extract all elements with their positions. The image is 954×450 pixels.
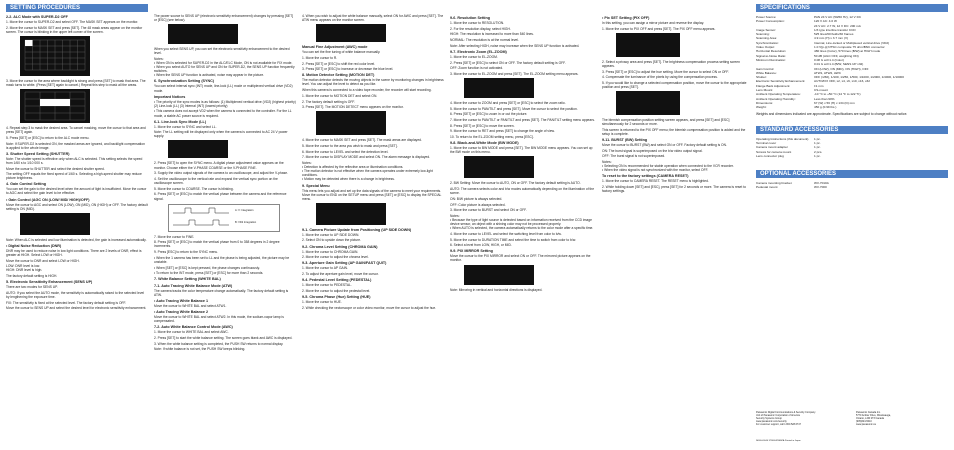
- row-label: Shutter:: [756, 75, 767, 80]
- paragraph: 8. Press [SET] or [ESC] to match the vertical phase from 0 to 358 degrees in 2 degree increments.: [154, 240, 280, 249]
- column-3: [302, 14, 444, 311]
- paragraph: 3. Press [SET] or [ESC] to adjust the hue setting. Move the cursor to select ON or OFF.: [602, 69, 729, 74]
- row-label: Operating Instructions (this document): [756, 136, 809, 141]
- paragraph: 5. If you would like to change a selected compensation position, move the cursor to the appropriate position and press [SET].: [602, 80, 747, 90]
- paragraph: The factory default setting is HIGH.: [6, 274, 58, 279]
- row-value: WV-7010A: [814, 181, 829, 186]
- section-title: 8. Motion Detector Setting (MOTION DET): [302, 73, 375, 78]
- paragraph: 5. Move the cursor to PAN/TILT and press [SET]. Move the cursor to select the position.: [450, 106, 578, 111]
- section-title: 3. Shutter Speed Setting (SHUTTER): [6, 151, 70, 156]
- footer-print-code: N0504-3044 3TR004296BZA Printed in Japan: [756, 440, 801, 442]
- waveform-diagram: [168, 204, 280, 232]
- paragraph: Move the cursor to BURST (BW) and select ON or OFF. Factory default setting is ON.: [602, 143, 727, 148]
- table-row: [756, 105, 948, 109]
- paragraph: OFF: The burst signal is not superimposed.: [602, 154, 666, 159]
- row-value: ON (LOW), ON (MID), ON (HIGH), OFF: [814, 66, 869, 71]
- row-label: Gain Control:: [756, 66, 775, 71]
- row-value: 450 g (0.99 lbs.): [814, 105, 837, 110]
- row-value: 2 pcs.: [814, 149, 823, 154]
- paragraph: 3. Move the cursor to EL-ZOOM and press [SET]. The EL-ZOOM setting menu appears.: [450, 71, 579, 76]
- standard-accessories-header: STANDARD ACCESSORIES: [756, 126, 948, 134]
- section-title: 6-1. Line-lock Sync Mode (LL): [154, 119, 207, 124]
- mask-grid-screen: [20, 36, 90, 76]
- row-label: Flange Back Adjustment:: [756, 83, 791, 88]
- section-title: • Pix SET Setting (PIX OFF): [602, 16, 650, 20]
- paragraph: 5. Move the cursor to the area you wish to mask and press [SET].: [302, 143, 398, 148]
- sync-screen: [168, 140, 228, 158]
- mask-grid-icon: [20, 89, 90, 123]
- paragraph: 3. Press [SET]. The MOTION DETECT menu appears on the monitor.: [302, 105, 404, 110]
- paragraph: 1. Move the cursor to HUE.: [302, 299, 342, 304]
- paragraph: • When [SET] or [ESC] is kept pressed, the phase changes continuously.: [154, 265, 260, 270]
- spec-table: [756, 15, 948, 110]
- paragraph: • To return to the INT mode, press [SET] or [ESC] for more than 2 seconds.: [154, 271, 264, 276]
- paragraph: 4. Move the cursor to ZOOM and press [SET] or [ESC] to select the zoom ratio.: [450, 101, 566, 105]
- motion-detect-screen: [316, 111, 386, 135]
- paragraph: 3. Move the cursor to the area where backlight is strong and press [SET] to mask that area. The mask turns to white. (Press [SET] again to cancel.) Repeat this step to mask all the areas.: [6, 78, 146, 87]
- row-label: Horizontal Resolution:: [756, 49, 787, 54]
- note: Notes: • Detection is affected by the reflective area or illumination conditions. • The motion detector is not effective when the camera operates under extremely low-light conditions. • Motion may be detected when there is a change in brightness.: [302, 161, 433, 182]
- row-label: Signal-to-Noise Ratio:: [756, 53, 787, 58]
- paragraph: 4. Move the cursor to LEVEL and select the switching level from color to b/w.: [450, 231, 562, 236]
- note: Notes: • Selecting ON is recommended for stable operation when connected to the VCR recorder. • When the video signal is not synchronized with the monitor, select OFF.: [602, 160, 734, 173]
- paragraph: 2. Press [SET] or [ESC] to select ON or OFF. The factory default setting is OFF.: [450, 60, 566, 65]
- paragraph: 5. Move the cursor to DURATION TIME and select the time to switch from color to b/w.: [450, 237, 576, 242]
- paragraph: OFF: Color picture is always selected.: [450, 202, 506, 207]
- pix-mirror-screen: [464, 265, 534, 285]
- paragraph: NORMAL: The resolution is at the normal level.: [450, 38, 519, 43]
- section-title: 7-1. Auto Tracing White Balance Mode (ATW): [154, 283, 233, 288]
- blemish-screen: [616, 91, 680, 115]
- paragraph: Move the cursor to SENS UP and select the desired level for electronic sensitivity enhancement.: [6, 306, 147, 311]
- column-6: [756, 4, 948, 190]
- paragraph: Move the cursor to WHITE BAL and select ATW1.: [154, 304, 227, 308]
- paragraph: 1. Move the cursor to PEDESTAL.: [302, 283, 352, 288]
- paragraph: 1. Move the cursor to AP GAIN.: [302, 266, 348, 271]
- row-label: Electronic Sensitivity Enhancement:: [756, 79, 806, 84]
- paragraph: 4. Set the oscilloscope to the vertical rate and expand the vertical sync portion on the oscilloscope screen.: [154, 176, 278, 186]
- special-menu-screen: [316, 203, 386, 225]
- row-value: -10 °C to +50 °C (14 °F to 122 °F): [814, 92, 861, 97]
- paragraph: 2. Move the cursor to adjust the pedestal level.: [302, 288, 371, 293]
- paragraph: Note: The LL setting will be displayed only when the camera is connected to AC 24 V power supply.: [154, 130, 288, 139]
- footer-company-canada: Panasonic Canada Inc. 5770 Ambler Drive, Mississauga, Ontario, L4W 2T3 Canada (905)624-5010 www.panasonic.ca: [856, 411, 891, 426]
- paragraph: The motion detector detects the moving objects in the scene by monitoring changes in brightness level. You can adjust the level to detect as you like.: [302, 78, 444, 87]
- row-value: Internal, Line-locked or Multiplexed vertical drive (VD2): [814, 40, 890, 45]
- note: Note: If white balance is not set, the PUSH SW keeps blinking.: [154, 347, 246, 352]
- row-label: Scanning:: [756, 32, 770, 37]
- table-row: [756, 185, 948, 189]
- optional-accessories-header: OPTIONAL ACCESSORIES: [756, 170, 948, 178]
- row-value: 1 pc.: [814, 136, 821, 141]
- row-value: PAN 24 V AC (50/60 Hz), 12 V DC: [814, 15, 862, 19]
- table-row: [756, 19, 948, 28]
- paragraph: 1. Move the cursor to WHITE BAL and select AWC.: [154, 330, 229, 335]
- paragraph: 5. Move the cursor to COARSE. The cursor is blinking.: [154, 186, 234, 191]
- paragraph: 1. Move the cursor to UP SIDE DOWN.: [302, 232, 360, 237]
- label-b: B: VD2 Integration: [235, 220, 257, 224]
- row-label: Camera mount adapter: [756, 145, 788, 150]
- paragraph: 6. Move the cursor to LEVEL and select the detection level.: [302, 149, 389, 154]
- section-title: • Digital Noise Reduction (DNR): [6, 243, 62, 248]
- paragraph: 10. To return to the EL-ZOOM setting menu, press [ESC].: [450, 135, 534, 140]
- section-title: 9-7. Electronic Zoom (EL-ZOOM): [450, 49, 507, 54]
- table-row: [756, 154, 948, 158]
- paragraph: When this camera is connected to a video tape recorder, the recorder will start recording.: [302, 88, 432, 93]
- row-label: Ambient Operating Temperature:: [756, 92, 801, 97]
- row-label: Video Output:: [756, 45, 775, 50]
- row-value: WV-7000: [814, 185, 827, 190]
- section-title: 4. Gain Control Setting: [6, 182, 46, 187]
- paragraph: 9. Move the cursor to RET and press [SET] to change the angle of view.: [450, 129, 555, 134]
- row-value: ATW1, ATW2, AWC: [814, 70, 841, 75]
- row-value: 525 lines/60 fields/30 frames: [814, 32, 854, 37]
- row-label: Screws for camera mount: [756, 149, 792, 154]
- paragraph: 4. Repeat step 3 to mask the desired area. To cancel masking, move the cursor to that area and press [SET] again.: [6, 126, 146, 135]
- paragraph: Move the cursor to DNR and select LOW or HIGH.: [6, 258, 80, 263]
- waveform-icon: [169, 205, 279, 231]
- paragraph: The camera tracks the color temperature change automatically. The factory default setting is ATW.: [154, 288, 289, 297]
- section-title: 9-3. Aperture Gain Setting (AP GAIN/FAST QUIT): [302, 261, 387, 266]
- paragraph: There are two modes for SENS UP.: [6, 285, 58, 290]
- specifications-header: SPECIFICATIONS: [756, 4, 948, 12]
- paragraph: You can select internal sync (INT) mode, line-lock (LL) mode or multiplexed vertical drive (VD2) mode.: [154, 84, 293, 93]
- paragraph: You can set the gain to the desired level when the amount of light is insufficient. Move the cursor to AGC and select the gain level to be effective.: [6, 187, 147, 196]
- row-value: 50 dB (AGC OFF, weighting ON): [814, 53, 859, 58]
- paragraph: 3. Press [SET] or [ESC] to increase or decrease the blue level.: [302, 67, 394, 72]
- row-label: Camera mounting bracket: [756, 181, 792, 186]
- row-value: 67 (W) x 56 (H) x 134 (D) mm: [814, 100, 855, 105]
- row-value: CS-mount: [814, 88, 828, 93]
- paragraph: • When the 1 camera has been set to LL and the phase is being adjusted, the picture may be unstable.: [154, 255, 290, 264]
- row-value: 4.9 mm (H) x 3.7 mm (V): [814, 36, 849, 41]
- paragraph: AUTO: The camera selects color and b/w modes automatically depending on the illumination of the scene.: [450, 187, 595, 196]
- section-title: 9. Special Menu: [302, 183, 330, 188]
- section-title: Manual Fine Adjustment (AWC) mode: [302, 45, 368, 50]
- paragraph: 1. Move the cursor to SYNC and select LL.: [154, 124, 217, 129]
- paragraph: The power source to SENS UP (electronic sensitivity enhancement) changes by pressing [SET] or [ESC] (see below).: [154, 14, 294, 23]
- row-label: Ambient Operating Humidity:: [756, 96, 796, 101]
- paragraph: Move the cursor to the PIX MIRROR and select ON or OFF. The mirrored picture appears on the monitor.: [450, 254, 591, 263]
- optional-accessories-table: [756, 181, 948, 190]
- paragraph: LOW: DNR level is low. HIGH: DNR level is high.: [6, 264, 43, 273]
- row-value: 1 pc.: [814, 153, 821, 158]
- column-2: [154, 14, 296, 353]
- paragraph: 1. Move the cursor to PIX OFF and press [SET]. The PIX OFF menu appears.: [602, 26, 716, 31]
- paragraph: 3. Supply the video output signals of the camera to an oscilloscope, and adjust the V-phase.: [154, 171, 288, 176]
- paragraph: In this setting, you can assign a mirror picture and reverse the display.: [602, 21, 705, 25]
- row-label: Weight:: [756, 105, 767, 110]
- row-value: ±1 mm: [814, 83, 824, 88]
- paragraph: ON: B/W picture is always selected.: [450, 196, 503, 201]
- paragraph: 2. For the resolution display, select HIGH.: [450, 26, 511, 31]
- row-value: OFF (1/60), 1/100, 1/250, 1/500, 1/1000, 1/2000, 1/4000, 1/10000: [814, 75, 904, 80]
- paragraph: 2. BW Setting: Move the cursor to AUTO, ON or OFF. The factory default setting is AUTO.: [450, 181, 581, 186]
- paragraph: 7. Move the cursor to FINE.: [154, 234, 195, 239]
- row-label: Minimum Illumination:: [756, 57, 786, 62]
- setting-procedures-header: SETTING PROCEDURES: [6, 4, 148, 12]
- paragraph: 1. Move the cursor to RESOLUTION.: [450, 21, 505, 25]
- paragraph: 4. Move the cursor to MASK SET and press [SET]. The mask areas are displayed.: [302, 138, 422, 143]
- paragraph: 2. Move the cursor to adjust the chroma level.: [302, 255, 369, 260]
- paragraph: HIGH: The resolution is increased to more than 540 lines.: [450, 32, 534, 37]
- paragraph: 6. Press [SET] or [ESC] to match the vertical phase between the camera and the reference signal.: [154, 192, 287, 201]
- paragraph: ON: The burst signal is superimposed on the b/w video output signal.: [602, 148, 703, 153]
- paragraph: Note: The shutter speed is effective only when ALC is selected. This setting selects the speed from 1/60 s to 1/10 000 s.: [6, 156, 143, 165]
- paragraph: 6. Select a level from LOW, HIGH, or MID.: [450, 243, 512, 248]
- section-title: 7. White Balance Setting (WHITE BAL): [154, 277, 221, 282]
- note: Note: When ALC is selected and low illumination is detected, the gain is increased automatically.: [6, 237, 147, 242]
- paragraph: 7. Move the cursor to PAN/TILT or PAN/TILT and press [SET]. The PAN/TILT setting menu appears.: [450, 118, 595, 123]
- paragraph: 7. Move the cursor to DISPLAY MODE and select ON. The alarm message is displayed.: [302, 155, 431, 160]
- paragraph: You can set the fine tuning of white balance manually.: [302, 50, 381, 55]
- paragraph: 8. Press [SET] or [ESC] to move the screen.: [450, 123, 515, 128]
- paragraph: 2. Press [SET] to start the white balance setting. The screen goes blank and AWC is displayed.: [154, 335, 293, 340]
- spec-note: Weights and dimensions indicated are approximate. Specifications are subject to change without notice.: [756, 111, 908, 116]
- paragraph: 6. Press [SET] or [ESC] to zoom in or out the picture.: [450, 112, 528, 117]
- note: Note: Mirroring in vertical and horizontal directions is displayed.: [450, 287, 543, 292]
- paragraph: 2. To adjust the aperture gain level, move the cursor.: [302, 272, 379, 277]
- mask-grid-icon: [20, 36, 90, 76]
- row-value: 120 V AC: 4.0 W 24 V AC: 2.7 W, 12 V DC: 200 mA: [814, 19, 861, 28]
- sens-up-screen: [168, 24, 238, 44]
- row-label: Lens Mount:: [756, 88, 774, 93]
- section-title: 7-2. Auto White Balance Control Mode (AWC): [154, 325, 233, 330]
- paragraph: 1. Move the cursor to BW MODE and press [SET]. The BW MODE menu appears. You can set up the BW mode on this menu.: [450, 146, 593, 155]
- row-label: Synchronization:: [756, 40, 779, 45]
- agc-screen: [20, 213, 90, 235]
- row-label: Terminal cover: [756, 140, 777, 145]
- accessories-table: [756, 137, 948, 158]
- paragraph: 1. Move the cursor to R.: [302, 55, 338, 60]
- paragraph: When you select SENS UP, you can set the electronic sensitivity enhancement to the desired level.: [154, 47, 290, 56]
- section-title: 9-5. Chroma Phase (Hue) Setting (HUE): [302, 294, 371, 299]
- row-label: Lens connector plug: [756, 153, 784, 158]
- paragraph: 3. Move the cursor to BURST and select ON or OFF.: [450, 208, 527, 213]
- paragraph: OFF: Zoom function is not activated.: [450, 66, 504, 71]
- row-value: Less than 90%: [814, 96, 835, 101]
- paragraph: 2. Select ON to upside down the picture.: [302, 238, 362, 243]
- paragraph: DNR may be used to reduce noise in low light conditions. There are 2 levels of DNR, effect is greater at HIGH. Select LOW or HIGH.: [6, 248, 142, 257]
- note: Notes: • Because the type of light source is detected based on information received from the CCD image device sensor, an object with a shining color may not be processed properly. • When AUTO is selected, the camera automatically returns to the color mode after a specific time.: [450, 213, 594, 231]
- section-title: 9-8. Black-and-White Mode (BW MODE): [450, 141, 519, 146]
- paragraph: 1. Move the cursor to CHROMA GAIN.: [302, 249, 359, 254]
- paragraph: This screen is returned to the PIX OFF menu; the blemish compensation position is added and the setup is complete.: [602, 127, 746, 136]
- column-4: [450, 14, 596, 293]
- paragraph: 3. When the white balance setting is completed, the PUSH SW returns to normal display.: [154, 341, 284, 346]
- paragraph: • The priority of the sync modes is as follows: (1) Multiplexed vertical drive (VD2) (highest priority) (2) Line-lock (LL) (3) Internal (INT) (lowest priority): [154, 99, 296, 108]
- paragraph: 9. Press [ESC] to return to the SYNC menu.: [154, 250, 219, 255]
- paragraph: This menu lets you adjust and set up the data signals of the camera to meet your requirements. Move the cursor to END on the SETUP menu and press [SET] or [ESC] to display the SPECIAL menu.: [302, 188, 442, 201]
- awc-screen: [316, 24, 386, 42]
- paragraph: 1. Move the cursor to MOTION DET and select ON.: [302, 93, 378, 98]
- row-label: Power Source:: [756, 15, 777, 19]
- row-label: Power Consumption:: [756, 19, 785, 24]
- el-zoom-screen: [464, 78, 534, 98]
- label-a: A: V: Integration: [235, 208, 254, 212]
- section-title: • Gain Control (AGC ON (LOW/ MID/ HIGH)/OFF): [6, 197, 90, 202]
- paragraph: 2. Press [SET] to open the SYNC menu. A digital phase adjustment value appears on the monitor. Choose either the V-PHASE COARSE or the V-PHASE FINE.: [154, 161, 284, 170]
- paragraph: FIX: The sensitivity is fixed at the selected level. The factory default setting is OFF.: [6, 300, 127, 305]
- paragraph: Move the cursor to SHUTTER and select the desired shutter speed.: [6, 166, 105, 171]
- paragraph: 4. Compensate the luminance of the pixels by using the compensation process.: [602, 75, 718, 80]
- paragraph: 4. When you wish to adjust the white balance manually, select ON for AWC and press [SET]. The ATW menu appears on the monitor screen.: [302, 14, 444, 23]
- section-title: 2-2. ALC Mode with SUPER-D2 OFF: [6, 15, 68, 19]
- paragraph: Move the cursor to AGC and select ON (LOW), ON (MID), ON (HIGH) or OFF. The factory default setting is ON (MID).: [6, 202, 148, 211]
- row-value: 1 pc.: [814, 140, 821, 145]
- note: Note: After selecting HIGH, noise may increase when the SENS UP function is activated.: [450, 43, 580, 48]
- row-value: 1/3 type interline transfer CCD: [814, 27, 856, 32]
- section-title: 9-2. Chroma Level Setting (CHROMA GAIN): [302, 244, 378, 249]
- section-title: 5. Electronic Sensitivity Enhancement (SENS UP): [6, 280, 93, 285]
- paragraph: Move the cursor to WHITE BAL and select ATW2. In this mode, the sodium-vapor lamp is compensated.: [154, 315, 284, 324]
- section-title: 9-9. PIX MIRROR Setting: [450, 249, 493, 254]
- section-title: To reset to the factory settings (CAMERA RESET): [602, 174, 689, 179]
- paragraph: 2. While checking the vectorscope or color video monitor, move the cursor to adjust the hue.: [302, 305, 437, 310]
- row-label: Image Sensor:: [756, 27, 777, 32]
- section-title: Important Notices: [154, 94, 186, 99]
- paragraph: 2. Press [SET] or [ESC] to shift the red color level.: [302, 61, 376, 66]
- paragraph: AUTO: If you select the AUTO mode, the sensitivity is automatically raised to the selected level by lengthening the exposure time.: [6, 290, 145, 299]
- row-value: 1 pc.: [814, 145, 821, 150]
- pix-off-screen: [616, 33, 680, 57]
- note: Note: If SUPER-D2 is selected ON, the masked areas are ignored, and backlight compensation is applied to the whole image.: [6, 141, 145, 150]
- row-value: 1.0 V[p-p] NTSC composite 75 ohm/BNC connector: [814, 45, 885, 50]
- paragraph: 5. Press [SET] or [ESC] to return to the ALC mode menu.: [6, 135, 90, 140]
- section-title: 9-1. Camera Picture Update from Positioning (UP SIDE DOWN): [302, 227, 412, 232]
- paragraph: The blemish compensation position setting screen appears, and press [SET] and [ESC] simultaneously for 2 seconds or more.: [602, 118, 730, 127]
- row-label: Dimensions:: [756, 100, 774, 105]
- row-value: AUTO/FIX OFF, x2, x4, x6, x10, x16, x32: [814, 79, 870, 84]
- paragraph: 1. Move the cursor to EL-ZOOM.: [450, 54, 498, 59]
- footer-company-us: Panasonic Digital Communications & Security Company Unit of Panasonic Corporation of America Security Systems Group www.panasonic.com/security For customer support, call 1.800.528.6747: [756, 411, 816, 426]
- section-title: • Auto Tracing White Balance 1: [154, 299, 209, 303]
- row-value: 480 lines (Color), 570 lines (B/W) at HIGH mode: [814, 49, 881, 54]
- paragraph: 1. Move the cursor to SUPER-D2 and select OFF. The MASK SET appears on the monitor.: [6, 20, 139, 24]
- mask-grid-screen-2: [20, 89, 90, 123]
- paragraph: 2. The factory default setting is OFF.: [302, 99, 355, 104]
- section-title: 9-4. Pedestal Level Setting (PEDESTAL): [302, 278, 372, 283]
- section-title: • Auto Tracing White Balance 2: [154, 310, 209, 315]
- row-label: Pedestal mount: [756, 185, 778, 190]
- section-title: 9-11. BURST (BW) Setting: [602, 138, 648, 143]
- row-value: 0.08 lx at F1.4 (Color) 0.01 lx at F1.4 (B/W, SENS UP x32): [814, 57, 864, 67]
- table-row: [756, 58, 948, 67]
- paragraph: The setting OFF equals the fixed speed of 1/60 s. Selecting a high-speed shutter may reduce picture brightness.: [6, 172, 142, 181]
- paragraph: 2. Move the cursor to MASK SET and press [SET]. The 48 mask areas appear on the monitor screen. The cursor is blinking in the upper left corner of the screen.: [6, 25, 143, 34]
- bw-mode-screen: [464, 156, 534, 178]
- row-label: White Balance:: [756, 70, 777, 75]
- paragraph: • This camera does not accept VD2 when the camera is connected to the controller. For the LL mode, a stable AC power source is required.: [154, 109, 292, 118]
- row-label: Scanning Area:: [756, 36, 777, 41]
- column-5: [602, 14, 748, 195]
- paragraph: 2. While holding down [SET] and [ESC], press [SET] for 2 seconds or more. The camera is reset to factory settings.: [602, 185, 746, 194]
- column-1: [6, 4, 148, 312]
- paragraph: 1. Move the cursor to CAMERA RESET. The RESET menu is highlighted.: [602, 179, 709, 184]
- section-title: 9-6. Resolution Setting: [450, 16, 490, 20]
- section-title: 6. Synchronization Setting (SYNC): [154, 79, 215, 84]
- paragraph: 2. Select a privacy area and press [SET]. The brightness compensation process setting screen appears.: [602, 59, 740, 68]
- note: Notes: • When ON is selected for SUPER-D2 in the ALC/ELC Mode, ON is not available for FIX mode. • When you select AUTO for SENS UP and ON for SUPER-D2, the SENS UP function frequently switches. • When the SENS UP function is activated, noise may appear in the picture.: [154, 56, 295, 78]
